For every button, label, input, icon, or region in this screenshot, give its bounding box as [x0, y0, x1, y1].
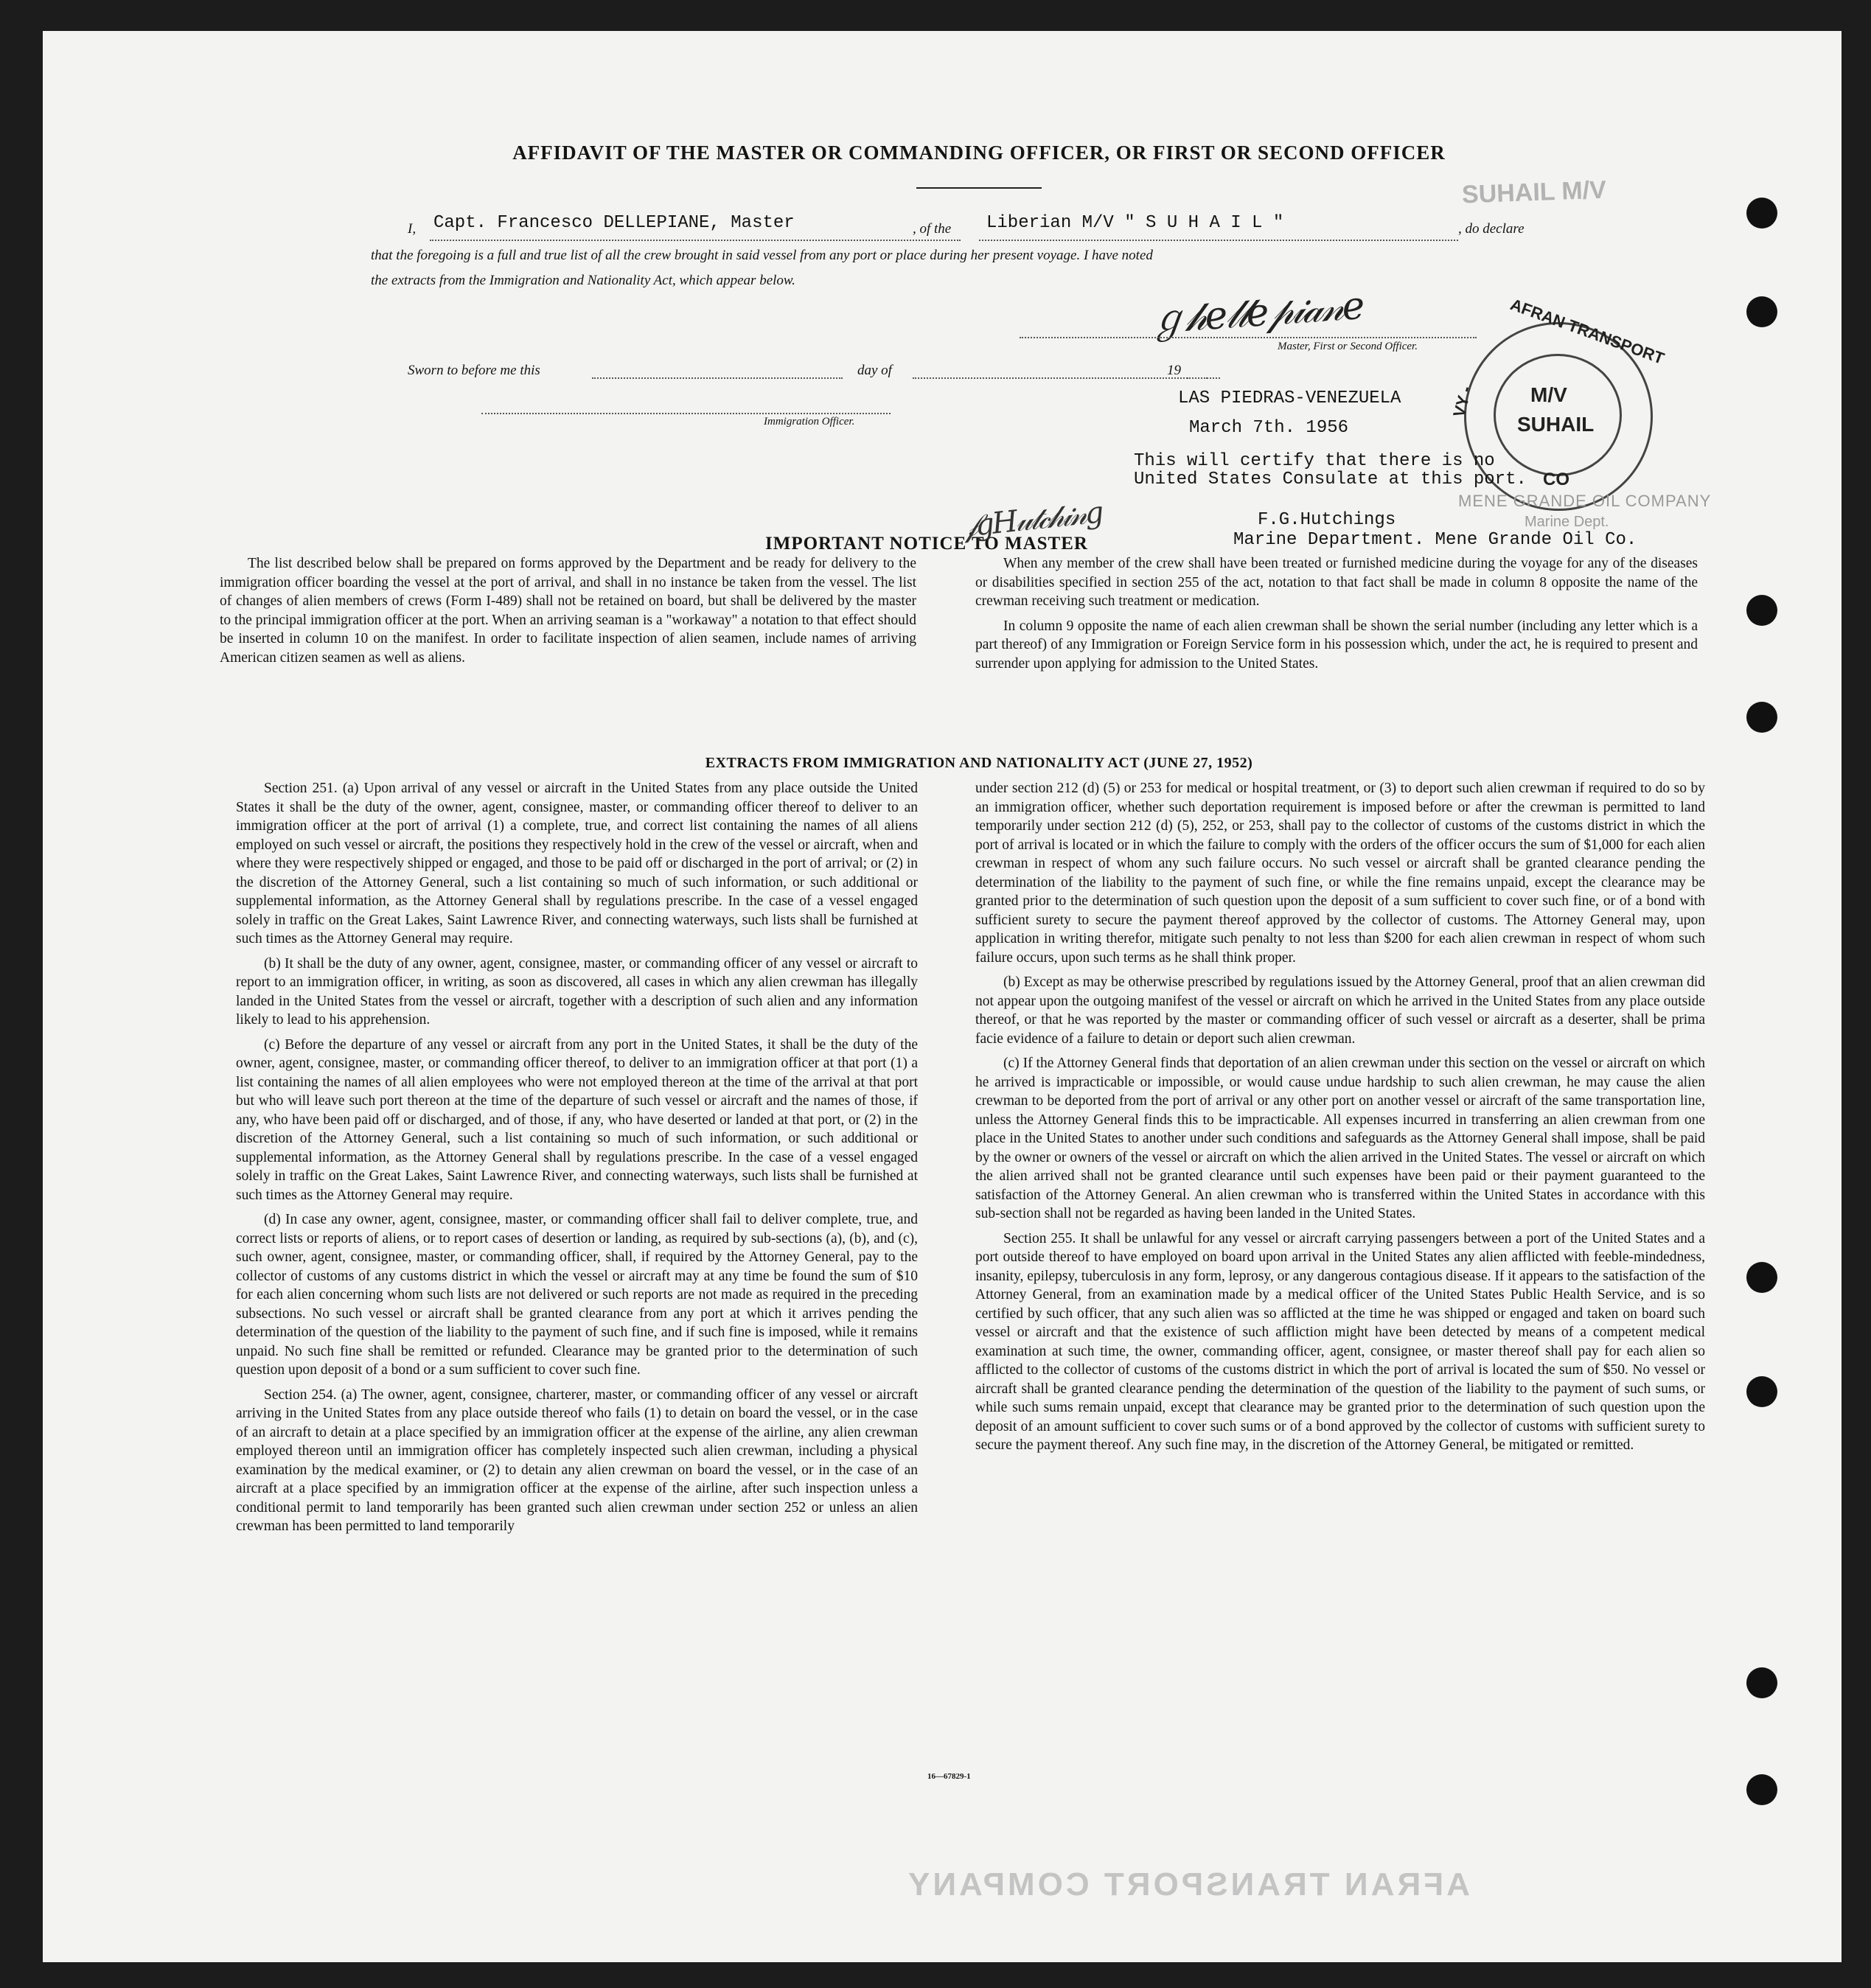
- stamp-ring-left: VY -: [1449, 384, 1476, 419]
- title-rule: [916, 187, 1042, 189]
- stamp-ring-bottom: CO: [1543, 470, 1569, 489]
- section-254-b: (b) Except as may be otherwise prescribed by regulations issued by the Attorney General, proof that an alien crewman did not appear upon the outgoing manifest of the vessel or aircraft on which he arrived in the United States from any place outside thereof, or that he was reported by the master or commanding officer of such vessel or aircraft as a deserter, shall be prima facie evidence of a failure to detain or deport such alien crewman.: [975, 974, 1705, 1047]
- notice-left-text: The list described below shall be prepared on forms approved by the Department and be ready for delivery to the immigration officer boarding the vessel at the port of arrival, and shall in no instance be taken from the vessel. The list of changes of alien members of crews (Form I-489) shall not be retained on board, but shall be delivered by the master to the principal immigration officer at the port. When an arriving seaman is a "workaway" a notation to that effect should be inserted in column 10 on the manifest. In order to facilitate inspection of alien seamen, include names of arriving American citizen seamen as well as aliens.: [220, 556, 916, 666]
- punch-hole: [1746, 702, 1777, 733]
- faint-company-dept: Marine Dept.: [1525, 514, 1609, 530]
- punch-hole: [1746, 1774, 1777, 1805]
- faint-bottom-stamp: AFRAN TRANSPORT COMPANY: [905, 1866, 1470, 1902]
- i-label: I,: [408, 221, 417, 237]
- sworn-month-line: [913, 377, 1208, 379]
- stamp-center-2: SUHAIL: [1517, 413, 1595, 436]
- document-page: [43, 31, 1842, 1962]
- declaration-line-2: that the foregoing is a full and true list of all the crew brought in said vessel from any port or place during her present voyage. I have noted: [371, 248, 1153, 263]
- section-254-a-cont: under section 212 (d) (5) or 253 for medical or hospital treatment, or (3) to deport such alien crewman if required to do so by an immigration officer, whether such deportation requirement is imposed before or after the crewman is permitted to land temporarily under section 212 (d) (5), 252, or 253, shall pay to the collector of customs of the customs district in which the port of arrival is located or in which the failure to comply with the orders of the officer occurs the sum of $1,000 for each alien crewman in respect of whom any such failure occurs. No such vessel or aircraft shall be granted clearance pending the determination of the liability to the payment of such fine, or while the fine remains unpaid, except the clearance may be granted prior to the determination of such question upon the deposit of a sum sufficient to cover such fine, or of a bond with sufficient surety to secure the payment thereof approved by the collector of customs. The Attorney General may, upon application in writing therefor, mitigate such penalty to not less than $200 for each alien crewman in respect of whom such failure occurs, upon such terms as he shall think proper.: [975, 781, 1705, 966]
- master-name-line: [430, 240, 961, 241]
- punch-hole: [1746, 595, 1777, 626]
- officer-signature-line: [481, 413, 891, 414]
- vessel-line: [979, 240, 1458, 241]
- extracts-right-column: [975, 779, 1705, 1461]
- section-251-a: Section 251. (a) Upon arrival of any vessel or aircraft in the United States from any place outside the United States it shall be the duty of the owner, agent, consignee, master, or commanding officer thereof to deliver to an immigration officer at the port of arrival (1) a complete, true, and correct list containing the names of all aliens employed on such vessel or aircraft, the positions they respectively hold in the crew of the vessel or aircraft, when and where they were respectively shipped or engaged, and those to be paid off or discharged in the port of arrival; or (2) in the discretion of the Attorney General, such a list containing so much of such information, or such additional or supplemental information, as the Attorney General shall by regulations prescribe. In the case of a vessel engaged solely in traffic on the Great Lakes, Saint Lawrence River, and connecting waterways, such lists shall be furnished at such times as the Attorney General may require.: [236, 781, 918, 946]
- typed-date: March 7th. 1956: [1189, 418, 1349, 438]
- of-the-label: , of the: [913, 221, 952, 237]
- day-of-label: day of: [857, 363, 892, 378]
- faint-company-stamp: MENE GRANDE OIL COMPANY: [1458, 492, 1712, 510]
- notice-right-p1: When any member of the crew shall have been treated or furnished medicine during the voyage for any of the diseases or disabilities specified in section 255 of the act, notation to that fact shall be made in column 8 opposite the name of the crewman receiving such treatment or medication.: [975, 556, 1698, 609]
- year-label: 19: [1167, 363, 1181, 378]
- officer-caption: Immigration Officer.: [764, 416, 855, 428]
- stamp-center-1: M/V: [1530, 383, 1567, 406]
- form-number: 16—67829-1: [927, 1772, 971, 1781]
- master-name: Capt. Francesco DELLEPIANE, Master: [433, 213, 795, 233]
- master-signature: ℊ𝒽𝑒𝓁𝓁𝑒𝓅𝒾𝒶𝓃𝑒: [1147, 283, 1365, 343]
- section-254-a: Section 254. (a) The owner, agent, consignee, charterer, master, or commanding officer of any vessel or aircraft arriving in the United States from any place outside thereof who fails (1) to detain on board the vessel, or in the case of an aircraft to detain at a place specified by an immigration officer at the expense of the airline, any alien crewman employed thereon until an immigration officer has completely inspected such alien crewman, including a physical examination by the medical examiner, or (2) to detain any alien crewman on board the vessel, or in the case of an aircraft at a place specified by an immigration officer at the expense of the airline, after such inspection unless a conditional permit to land temporarily has been granted such alien crewman under section 252 or unless an alien crewman has been permitted to land temporarily: [236, 1387, 918, 1534]
- notice-left: [220, 554, 916, 673]
- notice-title: IMPORTANT NOTICE TO MASTER: [765, 534, 1088, 554]
- typed-place: LAS PIEDRAS-VENEZUELA: [1178, 388, 1401, 408]
- signer-name: F.G.Hutchings: [1258, 510, 1396, 530]
- notice-right-p2: In column 9 opposite the name of each alien crewman shall be shown the serial number (including any letter which is a part thereof) of any Immigration or Foreign Service form in his possession which, under the act, he is required to present and surrender upon applying for admission to the United States.: [975, 618, 1698, 672]
- section-251-d: (d) In case any owner, agent, consignee, master, or commanding officer shall fail to deliver complete, true, and correct lists or reports of aliens, or to report cases of desertion or landing, as required by sub-sections (a), (b), and (c), such owner, agent, consignee, master, or commanding officer, shall, if required by the Attorney General, pay to the collector of customs of any customs district in which the vessel or aircraft may at any time be found the sum of $10 for each alien concerning whom such lists are not delivered or such reports are not made as required in the preceding subsections. No such vessel or aircraft shall be granted clearance from any port at which it arrives pending the determination of the question of the liability to the payment of such fine, and if such fine is imposed, while it remains unpaid. No such fine shall be remitted or refunded. Clearance may be granted prior to the determination of such question upon deposit of a bond or a sum sufficient to cover such fine.: [236, 1212, 918, 1378]
- notice-right: [975, 554, 1698, 679]
- extracts-title: EXTRACTS FROM IMMIGRATION AND NATIONALITY ACT (JUNE 27, 1952): [705, 755, 1253, 771]
- section-251-c: (c) Before the departure of any vessel or aircraft from any port in the United States, it shall be the duty of the owner, agent, consignee, master, or commanding officer thereof, to deliver to an immigration officer at that port (1) a list containing the names of all alien employees who were not employed thereon at the time of the arrival at that port but who will leave such port thereon at the time of the departure of such vessel or aircraft and the names of those, if any, who have been paid off or discharged, and of those, if any, who have deserted or landed at that port, or (2) in the discretion of the Attorney General, such a list containing so much of such information, or such additional or supplemental information, as the Attorney General shall by regulations prescribe. In the case of a vessel engaged solely in traffic on the Great Lakes, Saint Lawrence River, and connecting waterways, such lists shall be furnished at such times as the Attorney General may require.: [236, 1036, 918, 1203]
- signer-dept: Marine Department. Mene Grande Oil Co.: [1233, 530, 1637, 550]
- punch-hole: [1746, 1667, 1777, 1698]
- section-254-c: (c) If the Attorney General finds that deportation of an alien crewman under this section on the vessel or aircraft on which he arrived is impracticable or impossible, or would cause undue hardship to such alien crewman, he may cause the alien crewman to be deported from the port of arrival or any other port on another vessel or aircraft of the same transportation line, unless the Attorney General finds this to be impracticable. All expenses incurred in transferring an alien crewman from one place in the United States to another under such conditions and safeguards as the Attorney General shall impose, shall be paid by the owner or owners of the vessel or aircraft on which the alien arrived in the United States. The vessel or aircraft on which the alien arrived shall not be granted clearance until such expenses have been paid or their payment guaranteed to the satisfaction of the Attorney General. An alien crewman who is transferred within the United States in accordance with this sub-section shall not be regarded as having been landed in the United States.: [975, 1056, 1705, 1221]
- vessel-name: Liberian M/V " S U H A I L ": [986, 213, 1284, 233]
- master-signature-line: [1020, 337, 1477, 338]
- certify-line-2: United States Consulate at this port.: [1134, 470, 1527, 489]
- do-declare-label: , do declare: [1458, 221, 1525, 237]
- punch-hole: [1746, 198, 1777, 229]
- affidavit-title: AFFIDAVIT OF THE MASTER OR COMMANDING OFFICER, OR FIRST OR SECOND OFFICER: [512, 142, 1446, 164]
- extracts-left-column: [236, 779, 918, 1542]
- sworn-day-line: [592, 377, 843, 379]
- punch-hole: [1746, 1376, 1777, 1407]
- certify-line-1: This will certify that there is no: [1134, 451, 1495, 471]
- section-251-b: (b) It shall be the duty of any owner, agent, consignee, master, or commanding officer of any vessel or aircraft to report to an immigration officer, in writing, as soon as discovered, all cases in which any alien crewman has illegally landed in the United States from the vessel or aircraft, together with a description of such alien and any information likely to lead to his apprehension.: [236, 955, 918, 1028]
- punch-hole: [1746, 296, 1777, 327]
- faint-corner-stamp: SUHAIL M/V: [1461, 175, 1607, 209]
- section-255: Section 255. It shall be unlawful for any vessel or aircraft carrying passengers between a port of the United States and a port outside thereof to have employed on board upon arrival in the United States any alien afflicted with feeble-mindedness, insanity, epilepsy, tuberculosis in any form, leprosy, or any dangerous contagious disease. If it appears to the satisfaction of the Attorney General, from an examination made by a medical officer of the United States Public Health Service, and is so certified by such officer, that any such alien was so afflicted at the time he was shipped or engaged and taken on board such vessel or aircraft and that the existence of such affliction might have been detected by means of a competent medical examination at such time, the owner, commanding officer, agent, consignee, or master thereof shall pay for each alien so afflicted to the collector of customs of the customs district in which the port of arrival is located the sum of $50. No vessel or aircraft shall be granted clearance pending the determination of the question of the liability to the payment of such sums, or while such sums remain unpaid, except that clearance may be granted prior to the determination of such question upon the deposit of an amount sufficient to cover such sums or of a bond approved by the collector of customs with sufficient surety to secure the payment thereof. Any such fine may, in the discretion of the Attorney General, be mitigated or remitted.: [975, 1230, 1705, 1453]
- punch-hole: [1746, 1262, 1777, 1293]
- master-caption: Master, First or Second Officer.: [1278, 341, 1418, 352]
- declaration-line-3: the extracts from the Immigration and Nationality Act, which appear below.: [371, 273, 795, 288]
- stamp-ring-top: AFRAN TRANSPORT: [1508, 295, 1667, 368]
- sworn-label: Sworn to before me this: [408, 363, 540, 378]
- hutchings-signature: 𝒻𝑔𝐻𝓊𝓉𝒸𝒽𝒾𝓃𝑔: [963, 495, 1104, 544]
- sworn-year-line: [1187, 377, 1220, 379]
